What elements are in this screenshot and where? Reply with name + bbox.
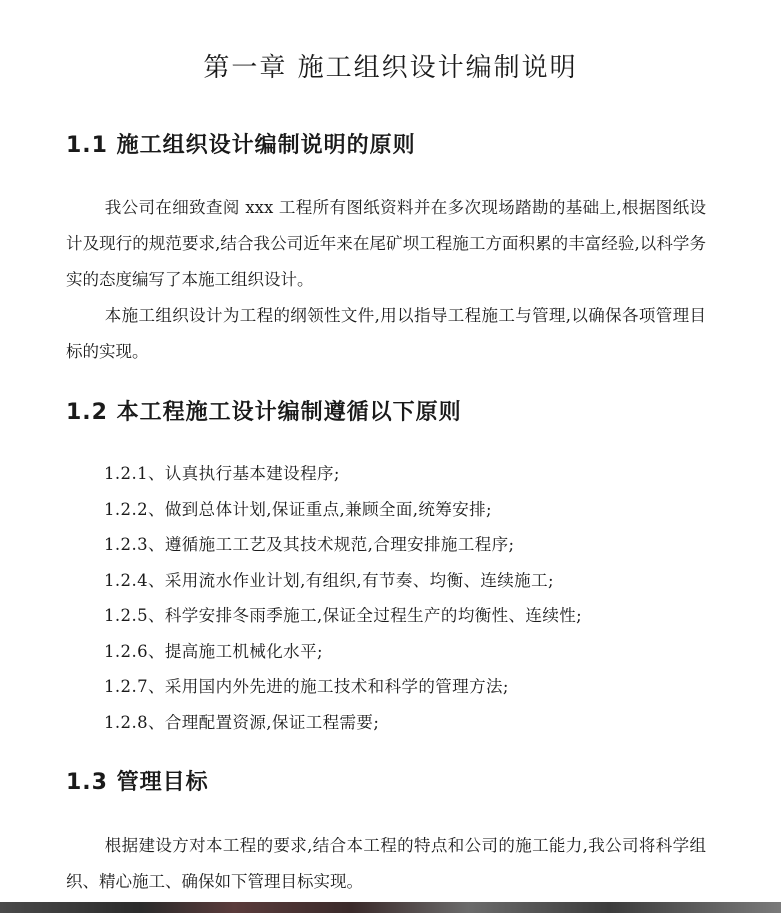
- list-item: 1.2.5、科学安排冬雨季施工,保证全过程生产的均衡性、连续性;: [104, 606, 583, 625]
- paragraph-1-1-a: 我公司在细致查阅 xxx 工程所有图纸资料并在多次现场踏勘的基础上,根据图纸设计及现行的规范要求,结合我公司近年来在尾矿坝工程施工方面积累的丰富经验,以科学务实的态度编写了本施工组织设计。: [66, 198, 706, 289]
- list-item: 1.2.3、遵循施工工艺及其技术规范,合理安排施工程序;: [104, 535, 515, 554]
- list-item: 1.2.4、采用流水作业计划,有组织,有节奏、均衡、连续施工;: [104, 570, 554, 590]
- chapter-title: 第一章 施工组织设计编制说明: [203, 53, 578, 83]
- bottom-edge-strip: [0, 902, 781, 913]
- section-heading-1-1: 1.1 施工组织设计编制说明的原则: [66, 133, 416, 158]
- section-heading-1-2: 1.2 本工程施工设计编制遵循以下原则: [66, 400, 462, 425]
- paragraph-1-3-a: 根据建设方对本工程的要求,结合本工程的特点和公司的施工能力,我公司将科学组织、精心施工、确保如下管理目标实现。: [66, 836, 706, 891]
- list-item: 1.2.1、认真执行基本建设程序;: [104, 464, 340, 483]
- list-item: 1.2.2、做到总体计划,保证重点,兼顾全面,统筹安排;: [104, 499, 492, 519]
- section-heading-1-3: 1.3 管理目标: [66, 770, 209, 795]
- paragraph-1-1-b: 本施工组织设计为工程的纲领性文件,用以指导工程施工与管理,以确保各项管理目标的实现。: [66, 306, 706, 361]
- list-item: 1.2.7、采用国内外先进的施工技术和科学的管理方法;: [104, 677, 509, 696]
- principles-list: [104, 456, 582, 740]
- list-item: 1.2.6、提高施工机械化水平;: [104, 641, 323, 661]
- list-item: 1.2.8、合理配置资源,保证工程需要;: [104, 712, 380, 732]
